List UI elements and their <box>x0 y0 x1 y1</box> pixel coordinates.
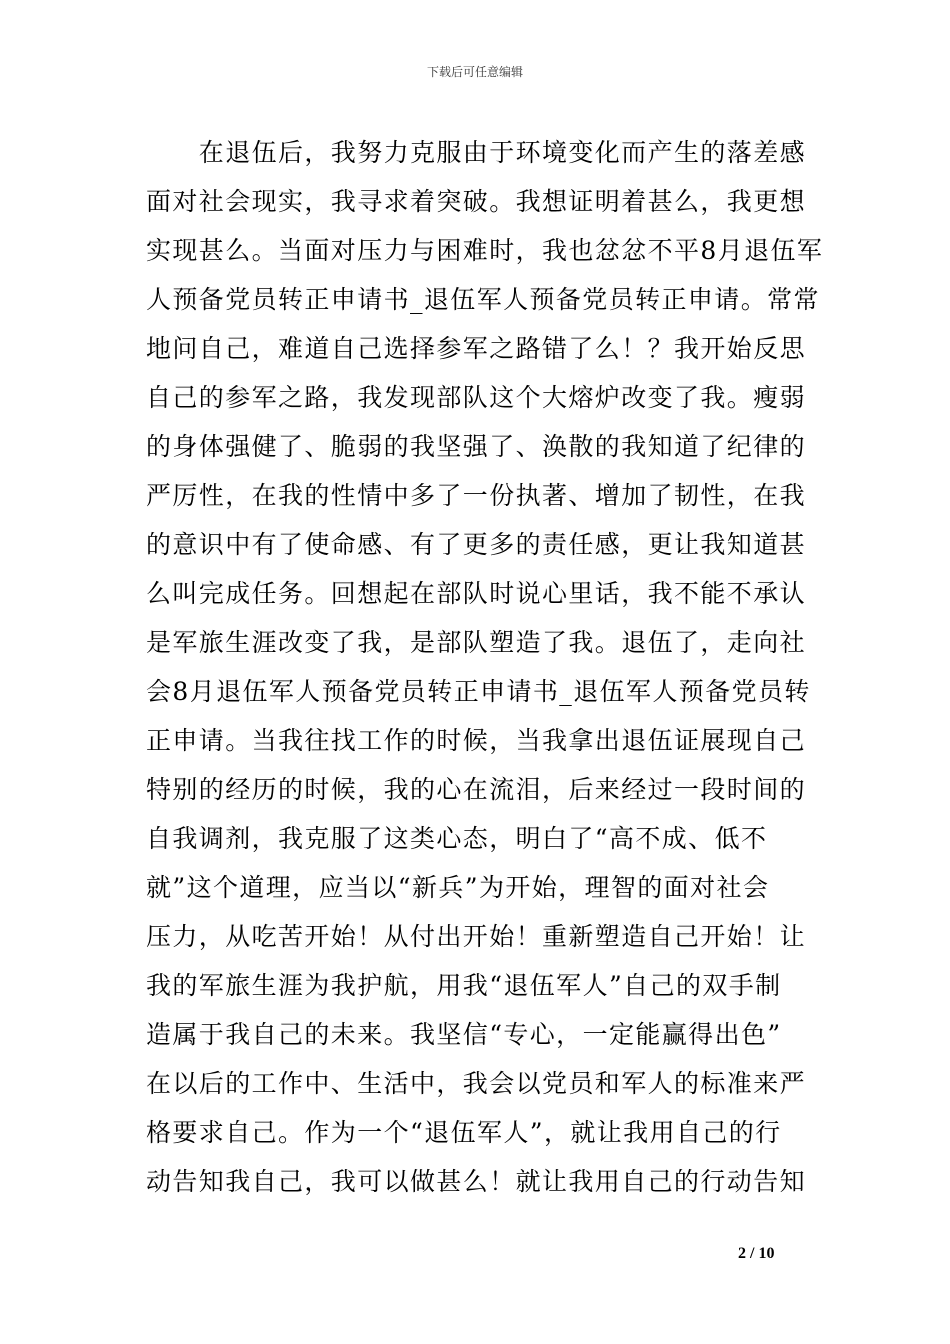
text-line: 的身体强健了、脆弱的我坚强了、涣散的我知道了纪律的 <box>146 432 807 461</box>
text-line: 自己的参军之路，我发现部队这个大熔炉改变了我。瘦弱 <box>146 383 807 412</box>
text-line: 在以后的工作中、生活中，我会以党员和军人的标准来严 <box>146 1069 807 1098</box>
text-line: 会8月退伍军人预备党员转正申请书_退伍军人预备党员转 <box>146 677 811 706</box>
text-line: 人预备党员转正申请书_退伍军人预备党员转正申请。常常 <box>146 285 820 314</box>
text-line: 特别的经历的时候，我的心在流泪，后来经过一段时间的 <box>146 775 807 804</box>
text-line: 是军旅生涯改变了我，是部队塑造了我。退伍了，走向社 <box>146 628 807 657</box>
text-line: 就”这个道理，应当以“新兵”为开始，理智的面对社会 <box>146 873 770 902</box>
text-line: 实现甚么。当面对压力与困难时，我也忿忿不平8月退伍军 <box>146 236 824 265</box>
text-line: 在退伍后，我努力克服由于环境变化而产生的落差感 <box>146 138 807 167</box>
text-line: 面对社会现实，我寻求着突破。我想证明着甚么，我更想 <box>146 187 807 216</box>
text-line: 压力，从吃苦开始！从付出开始！重新塑造自己开始！让 <box>146 922 807 951</box>
page-header: 下载后可任意编辑 <box>426 65 523 79</box>
page-number: 2 / 10 <box>738 1245 775 1262</box>
text-line: 严厉性，在我的性情中多了一份执著、增加了韧性，在我 <box>146 481 807 510</box>
text-line: 造属于我自己的未来。我坚信“专心，一定能赢得出色” <box>146 1020 782 1049</box>
text-line: 的意识中有了使命感、有了更多的责任感，更让我知道甚 <box>146 530 807 559</box>
text-line: 自我调剂，我克服了这类心态，明白了“高不成、低不 <box>146 824 768 853</box>
text-line: 动告知我自己，我可以做甚么！就让我用自己的行动告知 <box>146 1167 807 1196</box>
text-line: 我的军旅生涯为我护航，用我“退伍军人”自己的双手制 <box>146 971 782 1000</box>
text-line: 地问自己，难道自己选择参军之路错了么！？我开始反思 <box>146 334 807 363</box>
text-line: 正申请。当我往找工作的时候，当我拿出退伍证展现自己 <box>146 726 807 755</box>
document-body <box>146 128 824 1206</box>
text-line: 格要求自己。作为一个“退伍军人”，就让我用自己的行 <box>146 1118 782 1147</box>
text-line: 么叫完成任务。回想起在部队时说心里话，我不能不承认 <box>146 579 807 608</box>
